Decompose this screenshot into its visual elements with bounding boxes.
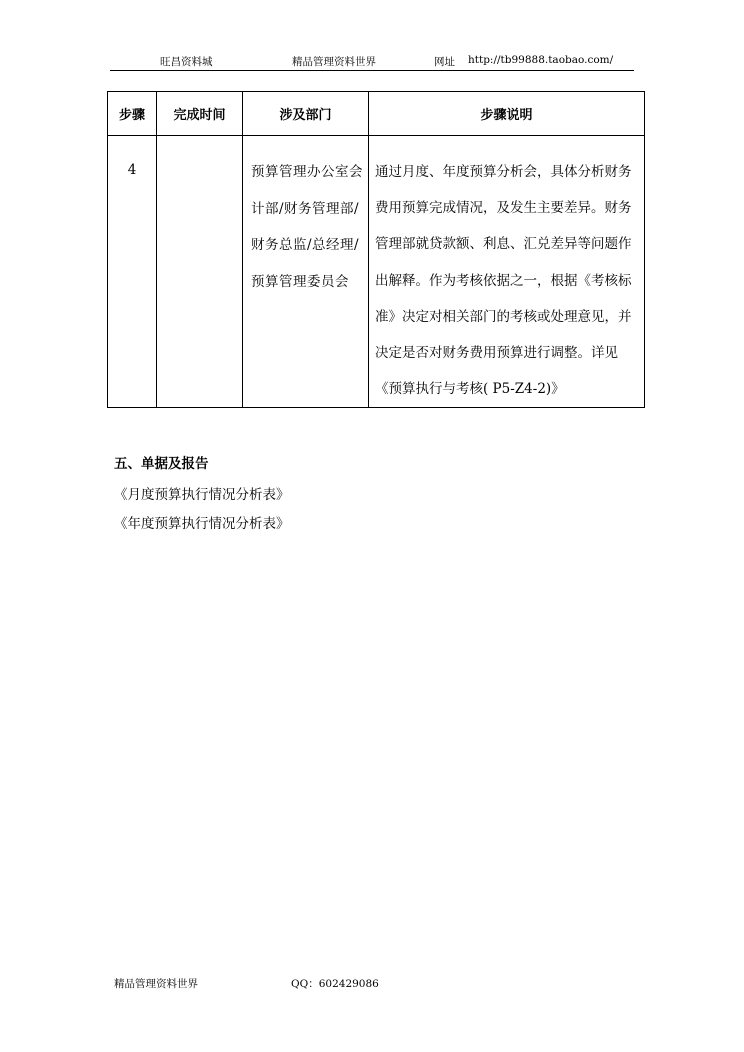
cell-description: 通过月度、年度预算分析会，具体分析财务费用预算完成情况，及发生主要差异。财务管理部就贷款额、利息、汇兑差异等问题作出解释。作为考核依据之一，根据《考核标准》决定对相关部门的考核或处理意见，并决定是否对财务费用预算进行调整。详见《预算执行与考核( P5-Z4-2)》 — [369, 136, 645, 408]
page-footer — [114, 976, 614, 996]
header-url[interactable]: http://tb99888.taobao.com/ — [468, 54, 614, 66]
header-url-label: 网址 — [434, 56, 455, 68]
footer-qq: QQ：602429086 — [291, 978, 379, 990]
page-header — [110, 50, 634, 71]
document-item: 《年度预算执行情况分析表》 — [114, 516, 290, 532]
table-row — [108, 136, 645, 408]
footer-site-name: 精品管理资料世界 — [114, 978, 198, 990]
column-header-step: 步骤 — [108, 92, 157, 136]
header-shop-name: 旺昌资料城 — [160, 56, 213, 68]
column-header-time: 完成时间 — [157, 92, 243, 136]
cell-completion-time — [157, 136, 243, 408]
table-header-row — [108, 92, 645, 136]
header-site-name: 精品管理资料世界 — [292, 56, 376, 68]
cell-departments: 预算管理办公室会计部/财务管理部/财务总监/总经理/预算管理委员会 — [243, 136, 369, 408]
cell-step-number: 4 — [108, 136, 157, 408]
document-item: 《月度预算执行情况分析表》 — [114, 487, 290, 503]
column-header-departments: 涉及部门 — [243, 92, 369, 136]
column-header-description: 步骤说明 — [369, 92, 645, 136]
section-title: 五、单据及报告 — [114, 456, 209, 472]
procedure-table — [107, 91, 645, 408]
